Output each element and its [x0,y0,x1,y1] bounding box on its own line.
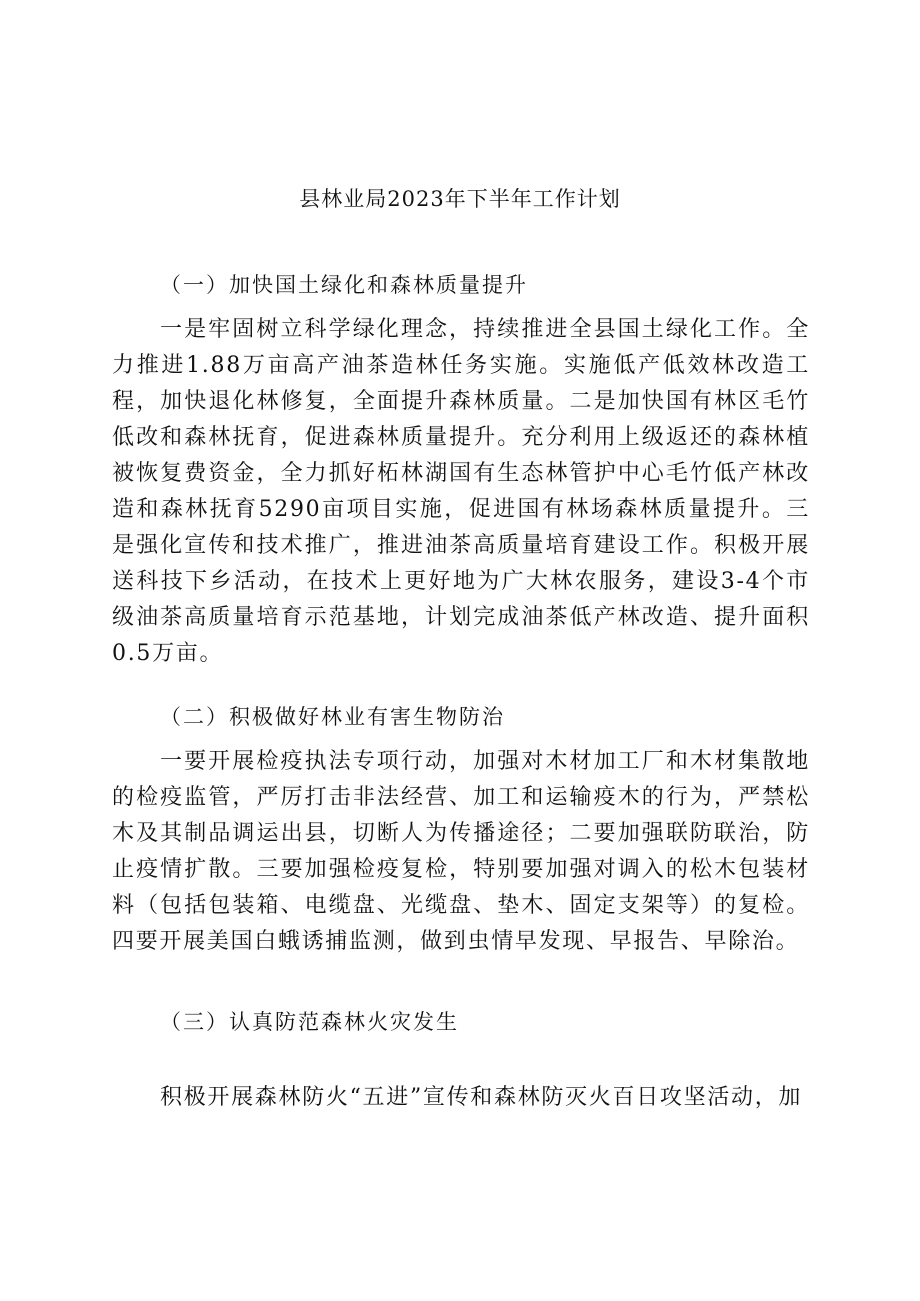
section-1-body: 一是牢固树立科学绿化理念，持续推进全县国土绿化工作。全力推进1.88万亩高产油茶造林任务实施。实施低产低效林改造工程，加快退化林修复，全面提升森林质量。二是加快国有林区毛竹低改和森林抚育，促进森林质量提升。充分利用上级返还的森林植被恢复费资金，全力抓好柘林湖国有生态林管护中心毛竹低产林改造和森林抚育5290亩项目实施，促进国有林场森林质量提升。三是强化宣传和技术推广，推进油茶高质量培育建设工作。积极开展送科技下乡活动，在技术上更好地为广大林农服务，建设3-4个市级油茶高质量培育示范基地，计划完成油茶低产林改造、提升面积0.5万亩。 [112,317,810,666]
section-2-body: 一要开展检疫执法专项行动，加强对木材加工厂和木材集散地的检疫监管，严厉打击非法经营、加工和运输疫木的行为，严禁松木及其制品调运出县，切断人为传播途径；二要加强联防联治，防止疫情扩散。三要加强检疫复检，特别要加强对调入的松木包装材料（包括包装箱、电缆盘、光缆盘、垫木、固定支架等）的复检。四要开展美国白蛾诱捕监测，做到虫情早发现、早报告、早除治。 [112,749,810,954]
section-1-heading: （一）加快国土绿化和森林质量提升 [160,273,528,297]
document-title: 县林业局2023年下半年工作计划 [299,187,621,211]
section-2-heading: （二）积极做好林业有害生物防治 [160,705,505,729]
section-3-body: 积极开展森林防火“五进”宣传和森林防灭火百日攻坚活动，加 [160,1085,803,1110]
section-3-heading: （三）认真防范森林火灾发生 [160,1010,459,1034]
